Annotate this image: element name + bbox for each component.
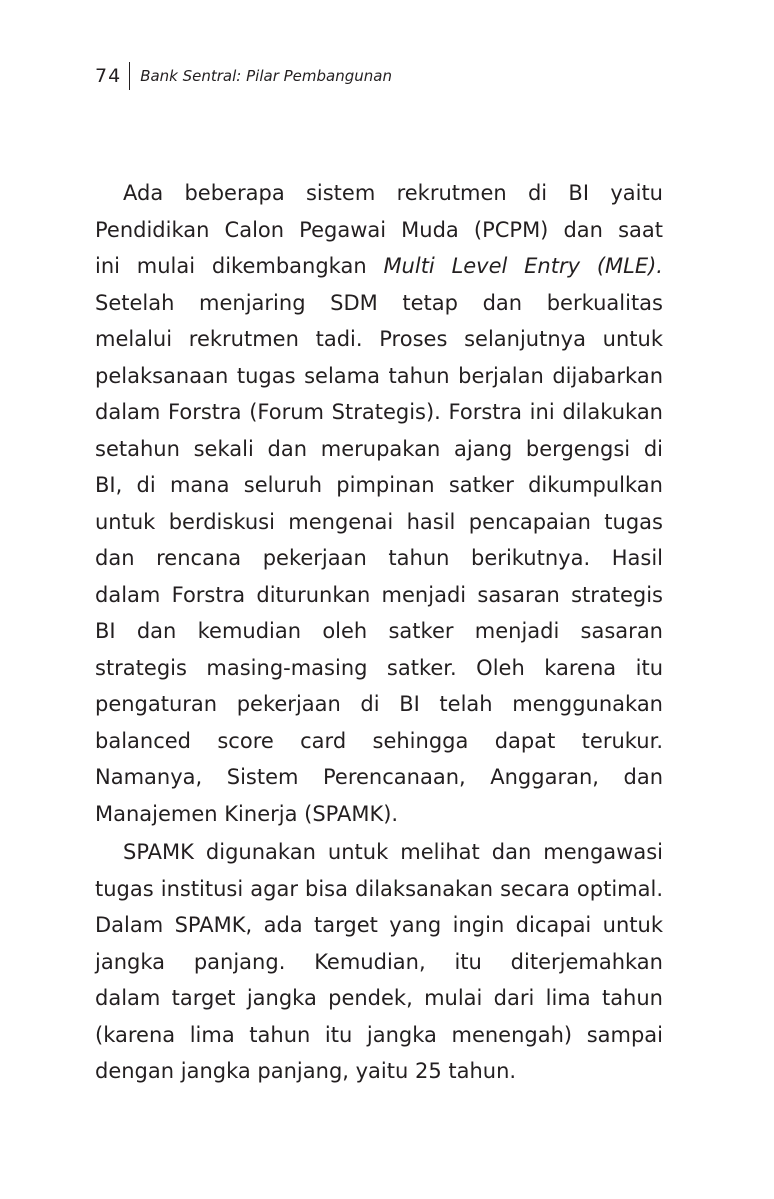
text-line: dalam Forstra diturunkan menjadi sasaran strategis [95,582,663,607]
text-line: Dalam SPAMK, ada target yang ingin dicapai untuk [95,913,663,937]
text-line: melalui rekrutmen tadi. Proses selanjutnya untuk [95,327,663,351]
text-line: Ada beberapa sistem rekrutmen di BI yaitu [123,181,663,205]
text-line: setahun sekali dan merupakan ajang bergengsi di [95,436,663,461]
text-run: ini mulai dikembangkan [95,254,367,278]
italic-term: Multi Level Entry (MLE). [383,254,663,278]
text-line-mixed [95,248,663,285]
running-head [95,62,392,90]
text-line: BI dan kemudian oleh satker menjadi sasaran [95,619,663,643]
text-line: (karena lima tahun itu jangka menengah) sampai [95,1022,663,1047]
text-line: Setelah menjaring SDM tetap dan berkualitas [95,290,663,315]
book-title: Bank Sentral: Pilar Pembangunan [140,67,392,85]
text-line: balanced score card sehingga dapat terukur. [95,728,663,753]
text-line: Manajemen Kinerja (SPAMK). [95,801,399,826]
text-line: pengaturan pekerjaan di BI telah menggunakan [95,692,663,716]
paragraph-1 [95,175,663,832]
text-line: Namanya, Sistem Perencanaan, Anggaran, dan [95,765,663,789]
text-line: Pendidikan Calon Pegawai Muda (PCPM) dan saat [95,217,663,242]
text-line: strategis masing-masing satker. Oleh karena itu [95,655,663,680]
text-line: pelaksanaan tugas selama tahun berjalan dijabarkan [95,363,663,388]
header-divider [129,62,130,90]
text-line: untuk berdiskusi mengenai hasil pencapaian tugas [95,509,663,534]
text-line: SPAMK digunakan untuk melihat dan mengawasi [123,840,663,864]
body-text [95,175,663,1090]
text-line: dalam Forstra (Forum Strategis). Forstra ini dilakukan [95,400,663,424]
text-line: BI, di mana seluruh pimpinan satker dikumpulkan [95,473,663,497]
text-line: dengan jangka panjang, yaitu 25 tahun. [95,1059,517,1083]
paragraph-2 [95,834,663,1090]
text-line: jangka panjang. Kemudian, itu diterjemahkan [95,949,663,974]
text-line: dan rencana pekerjaan tahun berikutnya. Hasil [95,546,663,570]
text-line: dalam target jangka pendek, mulai dari lima tahun [95,986,663,1010]
text-line: tugas institusi agar bisa dilaksanakan secara optimal. [95,876,663,901]
page-number: 74 [95,65,122,87]
